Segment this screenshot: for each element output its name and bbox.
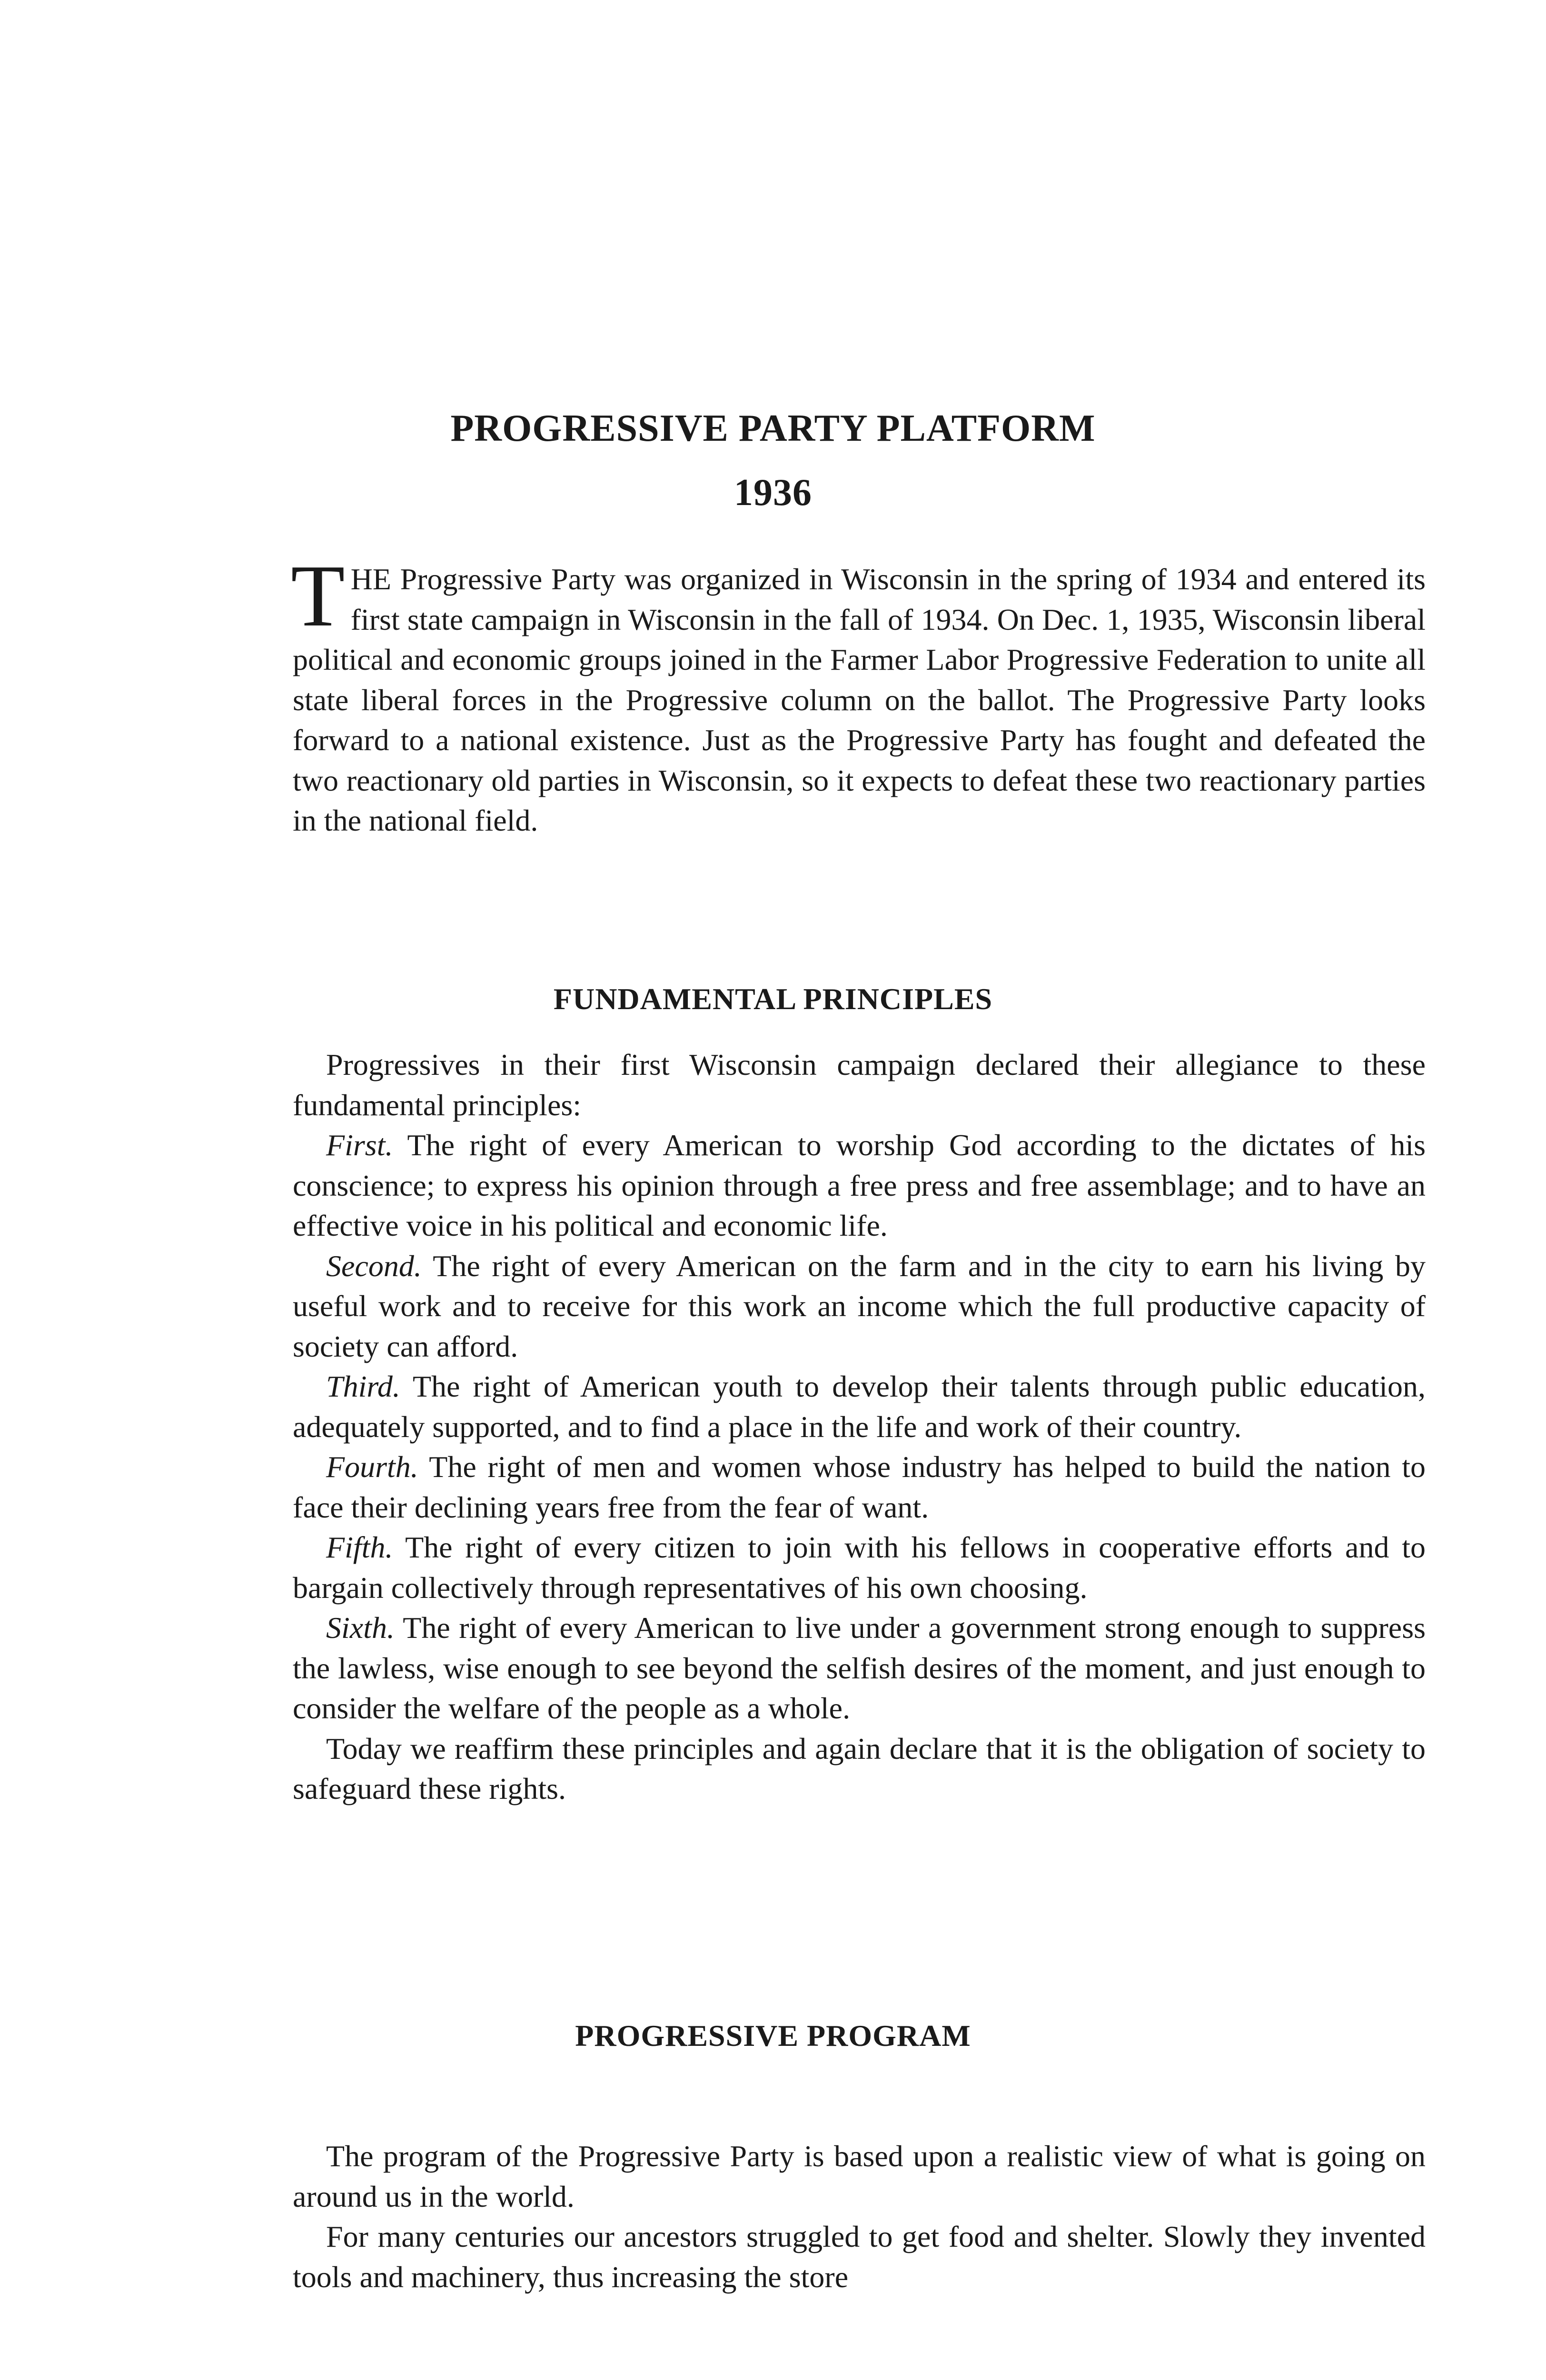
- principle-ordinal: Fifth.: [326, 1530, 393, 1564]
- program-paragraph: The program of the Progressive Party is based upon a realistic view of what is going on around us in the world.: [293, 2139, 1426, 2213]
- principle-text: The right of every American on the farm and in the city to earn his living by useful work and to receive for this work an income which the full productive capacity of society can afford.: [293, 1249, 1426, 1363]
- principle-item: [293, 1527, 1426, 1608]
- principle-text: The right of men and women whose industry has helped to build the nation to face their declining years free from the fear of want.: [293, 1450, 1426, 1524]
- document-title: PROGRESSIVE PARTY PLATFORM: [450, 407, 1096, 449]
- intro-section: [291, 547, 1426, 841]
- intro-paragraph: [291, 547, 1426, 841]
- drop-cap: T: [291, 547, 345, 645]
- fundamental-principles-section: [293, 1045, 1426, 1809]
- fundamental-principles-heading: FUNDAMENTAL PRINCIPLES: [553, 982, 993, 1016]
- principle-text: The right of every American to live under a government strong enough to suppress the lawless, wise enough to see beyond the selfish desires of the moment, and just enough to consider the welfare of the people as a whole.: [293, 1611, 1426, 1725]
- program-paragraph: For many centuries our ancestors struggled to get food and shelter. Slowly they invented tools and machinery, thus increasing the store: [293, 2220, 1426, 2294]
- principle-item: [293, 1125, 1426, 1246]
- principle-item: [293, 1246, 1426, 1367]
- principle-text: The right of every citizen to join with his fellows in cooperative efforts and to bargain collectively through representatives of his own choosing.: [293, 1530, 1426, 1605]
- principle-ordinal: Fourth.: [326, 1450, 418, 1484]
- principle-ordinal: Sixth.: [326, 1611, 395, 1645]
- document-year: 1936: [734, 472, 812, 514]
- principle-text: The right of American youth to develop their talents through public education, adequately supported, and to find a place in the life and work of their country.: [293, 1369, 1426, 1444]
- principle-item: [293, 1367, 1426, 1447]
- principle-ordinal: Third.: [326, 1369, 400, 1403]
- principle-text: The right of every American to worship God according to the dictates of his conscience; to express his opinion through a free press and free assemblage; and to have an effective voice in his political and economic life.: [293, 1128, 1426, 1242]
- principles-closing: Today we reaffirm these principles and again declare that it is the obligation of society to safeguard these rights.: [293, 1731, 1426, 1805]
- principles-lead: Progressives in their first Wisconsin campaign declared their allegiance to these fundamental principles:: [293, 1048, 1426, 1122]
- principle-ordinal: Second.: [326, 1249, 422, 1283]
- intro-text: HE Progressive Party was organized in Wisconsin in the spring of 1934 and entered its first state campaign in Wisconsin in the fall of 1934. On Dec. 1, 1935, Wisconsin liberal political and economic groups joined in the Farmer Labor Progressive Federation to unite all state liberal forces in the Progressive column on the ballot. The Progressive Party looks forward to a national existence. Just as the Progressive Party has fought and defeated the two reactionary old parties in Wisconsin, so it expects to defeat these two reactionary parties in the national field.: [293, 562, 1426, 837]
- principle-item: [293, 1447, 1426, 1527]
- progressive-program-section: [293, 2136, 1426, 2297]
- progressive-program-heading: PROGRESSIVE PROGRAM: [575, 2019, 971, 2053]
- principle-ordinal: First.: [326, 1128, 393, 1162]
- principle-item: [293, 1608, 1426, 1729]
